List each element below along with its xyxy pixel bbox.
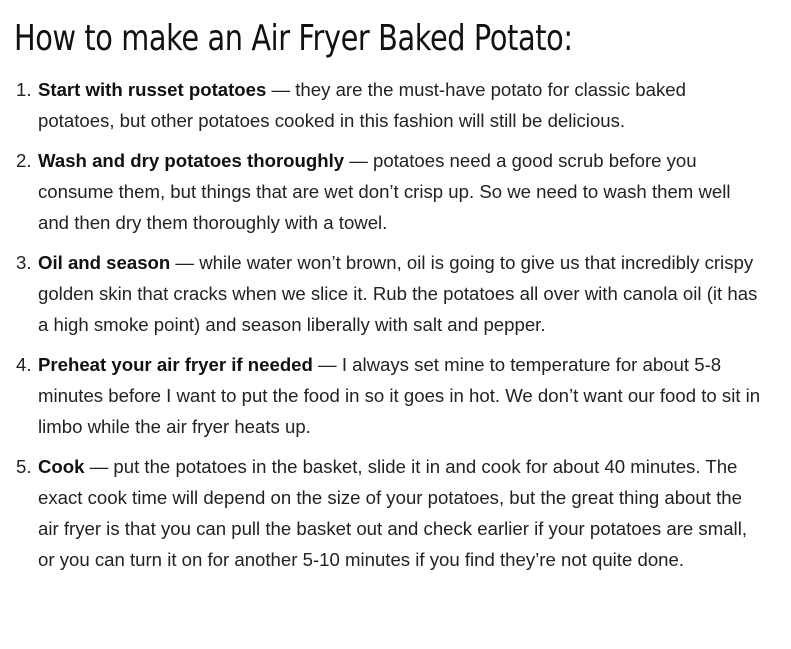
step-text: — while water won’t brown, oil is going to give us that incredibly crispy golden skin that cracks when we slice it. Rub the potatoes all over with canola oil (it has a high smoke point) and season liberally with salt and pepper. [38, 252, 758, 335]
step-text: — potatoes need a good scrub before you consume them, but things that are wet don’t crisp up. So we need to wash them well and then dry them thoroughly with a towel. [38, 150, 731, 233]
list-item [16, 349, 764, 442]
step-text: — they are the must-have potato for classic baked potatoes, but other potatoes cooked in this fashion will still be delicious. [38, 79, 686, 131]
step-text: — I always set mine to temperature for about 5-8 minutes before I want to put the food in so it goes in hot. We don’t want our food to sit in limbo while the air fryer heats up. [38, 354, 761, 437]
list-item [16, 451, 764, 575]
page-title: How to make an Air Fryer Baked Potato: [14, 18, 573, 59]
step-number: 2. [16, 150, 32, 171]
step-heading: Start with russet potatoes [38, 79, 267, 100]
step-heading: Oil and season [38, 252, 171, 273]
step-number: 3. [16, 252, 32, 273]
step-heading: Wash and dry potatoes thoroughly [38, 150, 345, 171]
steps-list [14, 74, 791, 575]
step-number: 4. [16, 354, 32, 375]
step-text: — put the potatoes in the basket, slide it in and cook for about 40 minutes. The exact cook time will depend on the size of your potatoes, but the great thing about the air fryer is that you can pull the basket out and check earlier if your potatoes are small, or you can turn it on for another 5-10 minutes if you find they’re not quite done. [38, 456, 747, 570]
step-heading: Cook [38, 456, 85, 477]
step-heading: Preheat your air fryer if needed [38, 354, 313, 375]
list-item [16, 74, 764, 136]
step-number: 1. [16, 79, 32, 100]
list-item [16, 247, 764, 340]
step-number: 5. [16, 456, 32, 477]
list-item [16, 145, 764, 238]
